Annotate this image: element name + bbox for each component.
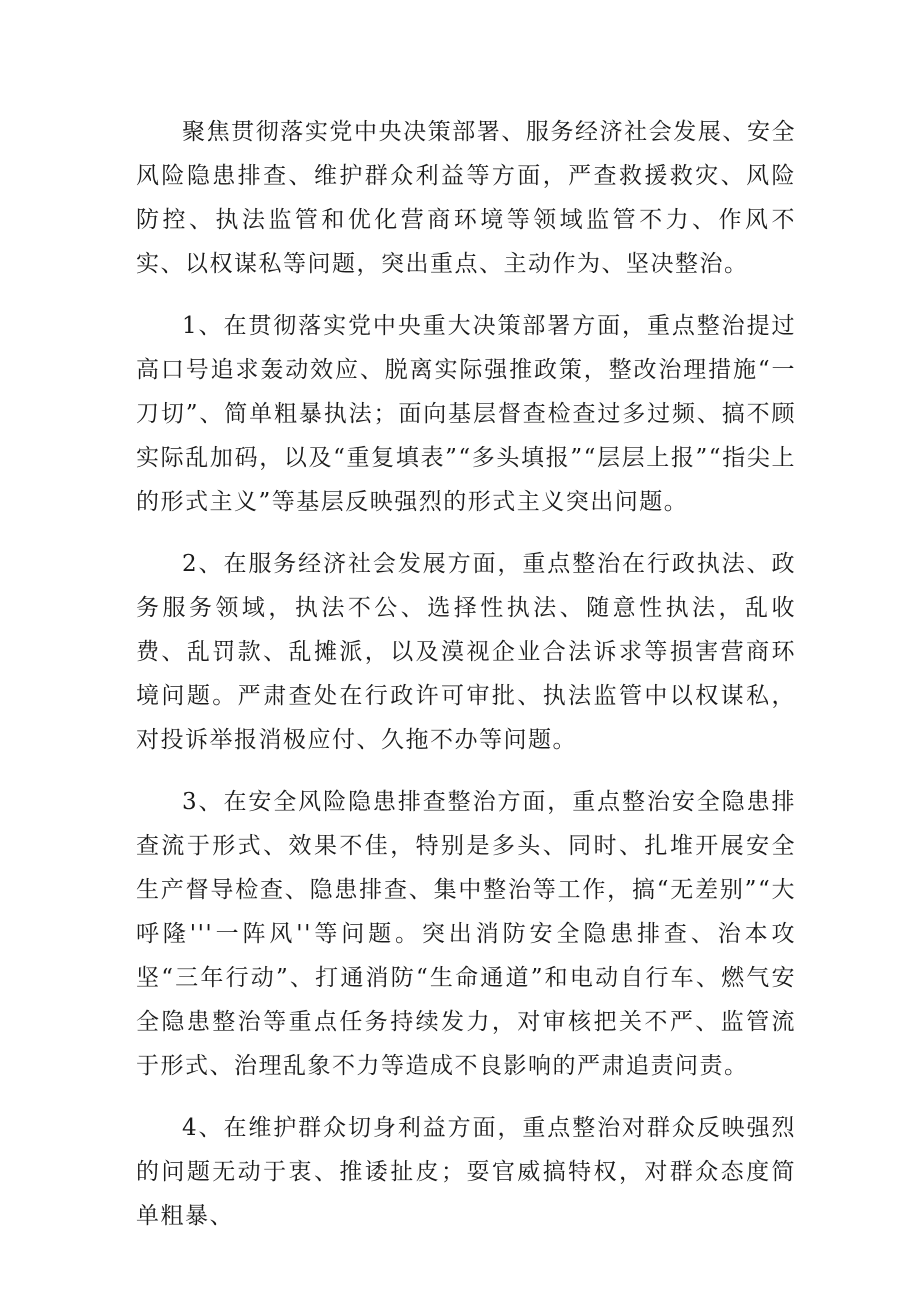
- paragraph-item-4: 4、在维护群众切身利益方面，重点整治对群众反映强烈的问题无动于衷、推诿扯皮；耍官威搞特权，对群众态度简单粗暴、: [136, 1115, 796, 1229]
- paragraph-item-3: 3、在安全风险隐患排查整治方面，重点整治安全隐患排查流于形式、效果不佳，特别是多头、同时、扎堆开展安全生产督导检查、隐患排查、集中整治等工作，搞“无差别”“大呼隆'''一阵风''等问题。突出消防安全隐患排查、治本攻坚“三年行动”、打通消防“生命通道”和电动自行车、燃气安全隐患整治等重点任务持续发力，对审核把关不严、监管流于形式、治理乱象不力等造成不良影响的严肃追责问责。: [136, 789, 796, 1079]
- paragraph-item-1: 1、在贯彻落实党中央重大决策部署方面，重点整治提过高口号追求轰动效应、脱离实际强推政策，整改治理措施“一刀切”、简单粗暴执法；面向基层督查检查过多过频、搞不顾实际乱加码，以及“重复填表”“多头填报”“层层上报”“指尖上的形式主义”等基层反映强烈的形式主义突出问题。: [136, 313, 796, 515]
- paragraph-item-2: 2、在服务经济社会发展方面，重点整治在行政执法、政务服务领域，执法不公、选择性执法、随意性执法，乱收费、乱罚款、乱摊派，以及漠视企业合法诉求等损害营商环境问题。严肃查处在行政许可审批、执法监管中以权谋私，对投诉举报消极应付、久拖不办等问题。: [136, 551, 796, 753]
- paragraph-intro: 聚焦贯彻落实党中央决策部署、服务经济社会发展、安全风险隐患排查、维护群众利益等方面，严查救援救灾、风险防控、执法监管和优化营商环境等领域监管不力、作风不实、以权谋私等问题，突出重点、主动作为、坚决整治。: [136, 119, 796, 277]
- document-body: [136, 110, 796, 1256]
